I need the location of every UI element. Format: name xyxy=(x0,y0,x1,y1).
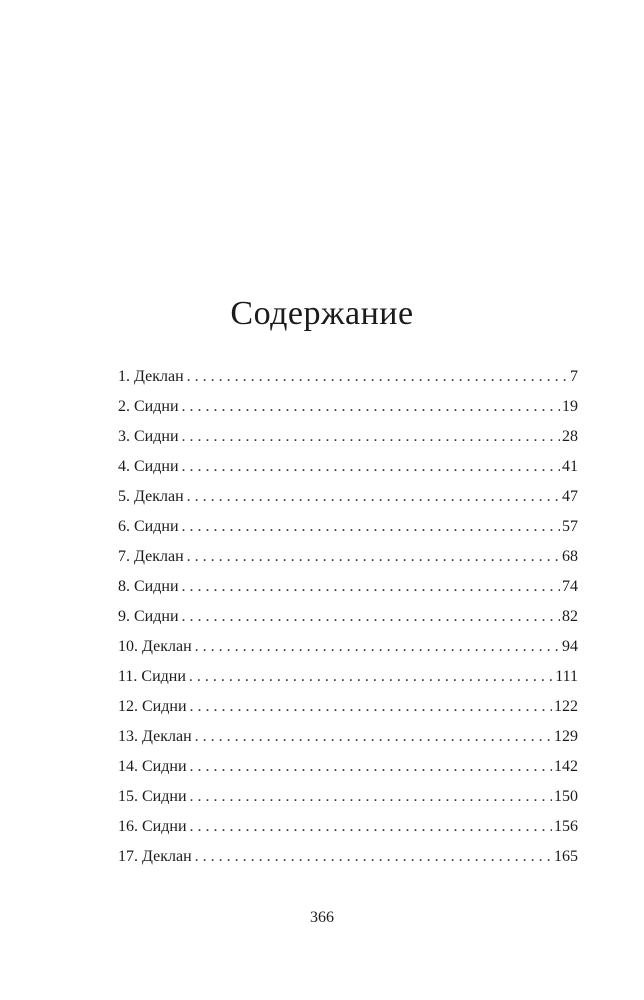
toc-entry-label: Сидни xyxy=(134,518,179,535)
toc-entry-label: Сидни xyxy=(134,608,179,625)
toc-entry-number: 10. xyxy=(118,638,138,655)
toc-entry-16[interactable] xyxy=(118,812,578,842)
toc-entry-label: Деклан xyxy=(142,728,192,745)
toc-entry-page: 19 xyxy=(562,398,578,415)
toc-entry-label: Сидни xyxy=(142,818,187,835)
toc-entry-page: 156 xyxy=(554,818,578,835)
toc-entry-number: 14. xyxy=(118,758,138,775)
toc-entry-1[interactable] xyxy=(118,362,578,392)
dot-leader xyxy=(195,632,560,662)
toc-entry-label: Деклан xyxy=(142,848,192,865)
toc-entry-page: 28 xyxy=(562,428,578,445)
toc-entry-number: 13. xyxy=(118,728,138,745)
toc-entry-15[interactable] xyxy=(118,782,578,812)
dot-leader xyxy=(182,422,561,452)
toc-entry-number: 6. xyxy=(118,518,130,535)
toc-entry-label: Сидни xyxy=(134,578,179,595)
toc-entry-17[interactable] xyxy=(118,842,578,872)
dot-leader xyxy=(182,572,561,602)
toc-entry-page: 165 xyxy=(554,848,578,865)
toc-entry-10[interactable] xyxy=(118,632,578,662)
toc-entry-14[interactable] xyxy=(118,752,578,782)
toc-entry-label: Сидни xyxy=(142,698,187,715)
toc-entry-number: 7. xyxy=(118,548,130,565)
toc-entry-label: Сидни xyxy=(142,788,187,805)
toc-entry-number: 16. xyxy=(118,818,138,835)
dot-leader xyxy=(195,842,552,872)
toc-entry-page: 142 xyxy=(554,758,578,775)
toc-entry-label: Деклан xyxy=(134,368,184,385)
toc-entry-page: 129 xyxy=(554,728,578,745)
toc-entry-11[interactable] xyxy=(118,662,578,692)
toc-entry-label: Деклан xyxy=(142,638,192,655)
toc-entry-9[interactable] xyxy=(118,602,578,632)
dot-leader xyxy=(187,482,560,512)
toc-entry-3[interactable] xyxy=(118,422,578,452)
dot-leader xyxy=(190,782,553,812)
toc-entry-13[interactable] xyxy=(118,722,578,752)
toc-entry-5[interactable] xyxy=(118,482,578,512)
toc-entry-number: 4. xyxy=(118,458,130,475)
toc-entry-number: 2. xyxy=(118,398,130,415)
toc-entry-2[interactable] xyxy=(118,392,578,422)
dot-leader xyxy=(182,602,561,632)
toc-entry-page: 41 xyxy=(562,458,578,475)
toc-entry-number: 1. xyxy=(118,368,130,385)
toc-entry-number: 3. xyxy=(118,428,130,445)
toc-entry-label: Сидни xyxy=(134,458,179,475)
toc-entry-label: Деклан xyxy=(134,488,184,505)
toc-entry-4[interactable] xyxy=(118,452,578,482)
toc-entry-7[interactable] xyxy=(118,542,578,572)
toc-entry-page: 150 xyxy=(554,788,578,805)
toc-entry-number: 8. xyxy=(118,578,130,595)
dot-leader xyxy=(182,392,561,422)
toc-entry-page: 68 xyxy=(562,548,578,565)
toc-entry-number: 17. xyxy=(118,848,138,865)
toc-entry-page: 94 xyxy=(562,638,578,655)
toc-entry-8[interactable] xyxy=(118,572,578,602)
page-number: 366 xyxy=(310,909,334,926)
toc-entry-label: Сидни xyxy=(141,668,186,685)
toc-entry-page: 122 xyxy=(554,698,578,715)
dot-leader xyxy=(182,512,561,542)
dot-leader xyxy=(187,542,560,572)
toc-entry-page: 74 xyxy=(562,578,578,595)
toc-entry-number: 9. xyxy=(118,608,130,625)
page-title: Содержание xyxy=(230,295,414,332)
toc-entry-label: Сидни xyxy=(142,758,187,775)
dot-leader xyxy=(190,692,553,722)
toc-entry-number: 11. xyxy=(118,668,138,685)
table-of-contents xyxy=(118,362,578,872)
toc-entry-label: Сидни xyxy=(134,428,179,445)
dot-leader xyxy=(189,662,553,692)
toc-entry-number: 12. xyxy=(118,698,138,715)
toc-entry-label: Сидни xyxy=(134,398,179,415)
toc-entry-number: 5. xyxy=(118,488,130,505)
toc-entry-label: Деклан xyxy=(134,548,184,565)
dot-leader xyxy=(187,362,568,392)
toc-entry-page: 57 xyxy=(562,518,578,535)
dot-leader xyxy=(190,752,553,782)
toc-entry-page: 47 xyxy=(562,488,578,505)
toc-entry-page: 82 xyxy=(562,608,578,625)
toc-entry-12[interactable] xyxy=(118,692,578,722)
toc-entry-page: 7 xyxy=(570,368,578,385)
dot-leader xyxy=(182,452,561,482)
toc-entry-number: 15. xyxy=(118,788,138,805)
dot-leader xyxy=(195,722,552,752)
toc-entry-6[interactable] xyxy=(118,512,578,542)
toc-entry-page: 111 xyxy=(555,668,578,685)
dot-leader xyxy=(190,812,553,842)
